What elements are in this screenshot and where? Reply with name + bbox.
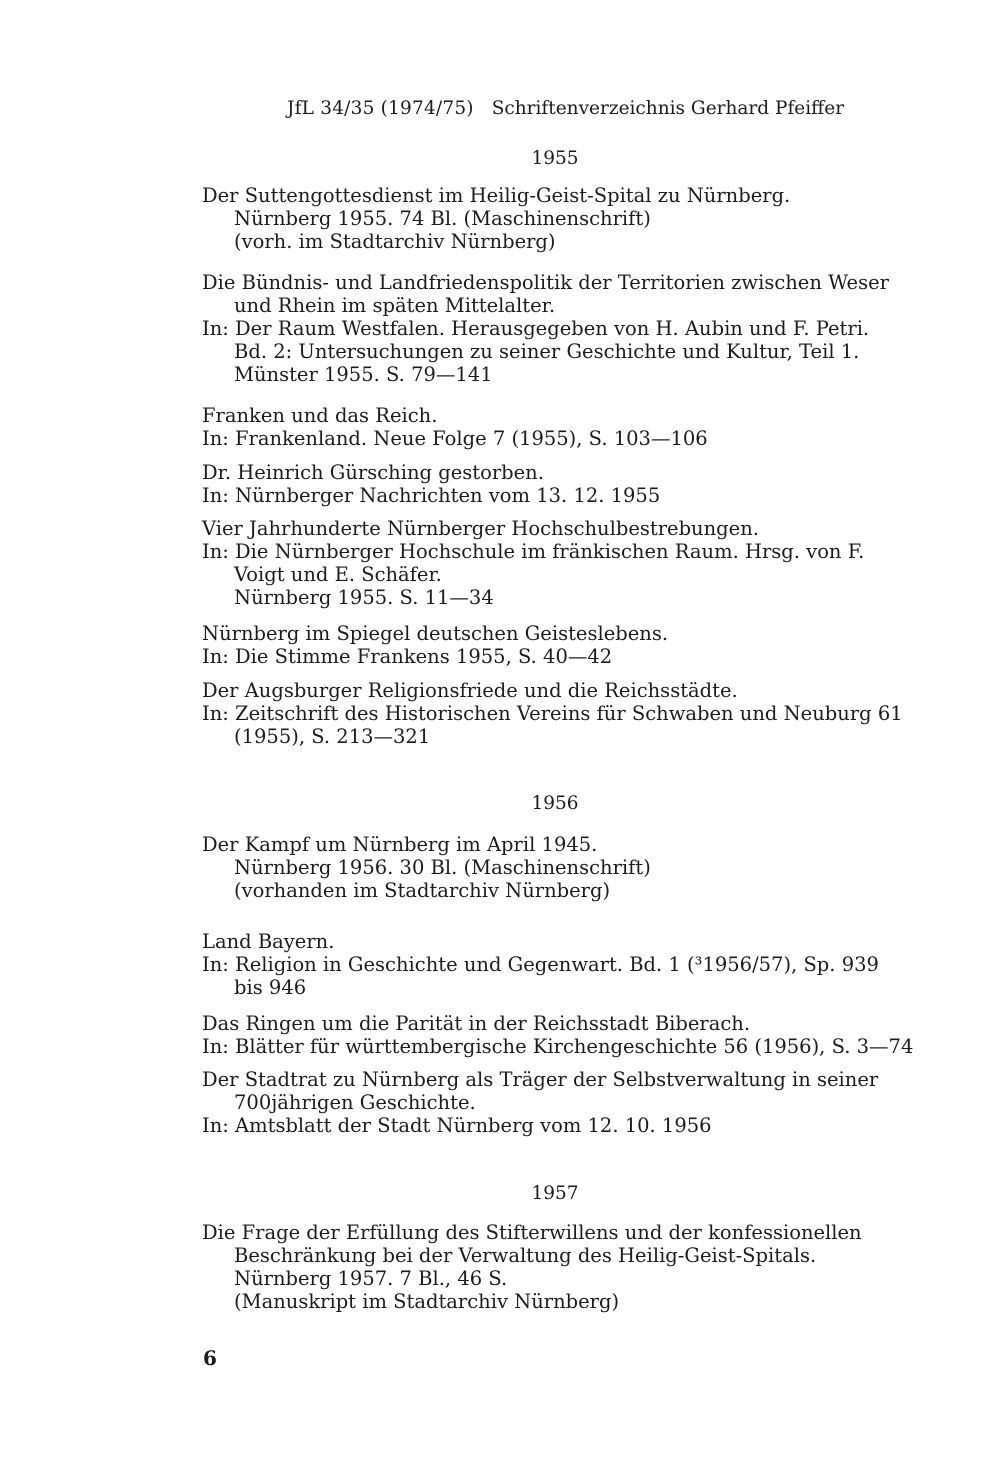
entry-line: In: Blätter für württembergische Kirchengeschichte 56 (1956), S. 3—74 — [202, 1035, 914, 1058]
entry-line: Der Suttengottesdienst im Heilig-Geist-Spital zu Nürnberg. — [202, 184, 791, 207]
year-heading-1956: 1956 — [531, 793, 579, 814]
entry-line: Franken und das Reich. — [202, 404, 438, 427]
entry-line: und Rhein im späten Mittelalter. — [234, 294, 556, 317]
page-number: 6 — [203, 1346, 217, 1370]
entry-line: (Manuskript im Stadtarchiv Nürnberg) — [234, 1290, 620, 1313]
entry-line: Voigt und E. Schäfer. — [234, 563, 442, 586]
entry-line: bis 946 — [234, 976, 307, 999]
bibliography-entry — [202, 679, 912, 748]
entry-line: Der Stadtrat zu Nürnberg als Träger der Selbstverwaltung in seiner — [202, 1068, 879, 1091]
entry-line: Die Frage der Erfüllung des Stifterwillens und der konfessionellen — [202, 1221, 862, 1244]
entry-line: In: Die Nürnberger Hochschule im fränkischen Raum. Hrsg. von F. — [202, 540, 865, 563]
year-heading-1955: 1955 — [531, 148, 579, 169]
bibliography-entry — [202, 1221, 912, 1313]
entry-line: Nürnberg 1957. 7 Bl., 46 S. — [234, 1267, 508, 1290]
bibliography-entry — [202, 930, 912, 999]
bibliography-entry — [202, 1012, 912, 1058]
entry-line: Dr. Heinrich Gürsching gestorben. — [202, 461, 544, 484]
entry-line: (vorhanden im Stadtarchiv Nürnberg) — [234, 879, 611, 902]
entry-line: Der Augsburger Religionsfriede und die Reichsstädte. — [202, 679, 738, 702]
entry-line: Nürnberg 1955. S. 11—34 — [234, 586, 494, 609]
bibliography-entry — [202, 461, 912, 507]
entry-line: In: Zeitschrift des Historischen Vereins für Schwaben und Neuburg 61 — [202, 702, 903, 725]
entry-line: Land Bayern. — [202, 930, 335, 953]
entry-line: Die Bündnis- und Landfriedenspolitik der Territorien zwischen Weser — [202, 271, 889, 294]
entry-line: In: Frankenland. Neue Folge 7 (1955), S. 103—106 — [202, 427, 708, 450]
entry-line: In: Nürnberger Nachrichten vom 13. 12. 1955 — [202, 484, 661, 507]
entry-line: Münster 1955. S. 79—141 — [234, 363, 493, 386]
entry-line: (1955), S. 213—321 — [234, 725, 431, 748]
entry-line: Nürnberg 1956. 30 Bl. (Maschinenschrift) — [234, 856, 651, 879]
entry-line: In: Religion in Geschichte und Gegenwart. Bd. 1 (³1956/57), Sp. 939 — [202, 953, 879, 976]
entry-line: Das Ringen um die Parität in der Reichsstadt Biberach. — [202, 1012, 751, 1035]
entry-line: In: Der Raum Westfalen. Herausgegeben von H. Aubin und F. Petri. — [202, 317, 870, 340]
bibliography-entry — [202, 404, 912, 450]
bibliography-entry — [202, 833, 912, 902]
entry-line: Bd. 2: Untersuchungen zu seiner Geschichte und Kultur, Teil 1. — [234, 340, 860, 363]
bibliography-entry — [202, 517, 912, 609]
bibliography-entry — [202, 1068, 912, 1137]
year-heading-1957: 1957 — [531, 1183, 579, 1204]
entry-line: In: Amtsblatt der Stadt Nürnberg vom 12. 10. 1956 — [202, 1114, 712, 1137]
running-header — [287, 98, 847, 119]
entry-line: 700jährigen Geschichte. — [234, 1091, 476, 1114]
running-title: Schriftenverzeichnis Gerhard Pfeiffer — [491, 98, 845, 119]
entry-line: (vorh. im Stadtarchiv Nürnberg) — [234, 230, 556, 253]
bibliography-entry — [202, 184, 912, 253]
entry-line: Der Kampf um Nürnberg im April 1945. — [202, 833, 598, 856]
bibliography-entry — [202, 271, 912, 386]
journal-citation: JfL 34/35 (1974/75) — [287, 98, 474, 119]
entry-line: Nürnberg im Spiegel deutschen Geisteslebens. — [202, 622, 669, 645]
entry-line: Vier Jahrhunderte Nürnberger Hochschulbestrebungen. — [202, 517, 759, 540]
bibliography-entry — [202, 622, 912, 668]
entry-line: In: Die Stimme Frankens 1955, S. 40—42 — [202, 645, 613, 668]
entry-line: Beschränkung bei der Verwaltung des Heilig-Geist-Spitals. — [234, 1244, 817, 1267]
entry-line: Nürnberg 1955. 74 Bl. (Maschinenschrift) — [234, 207, 651, 230]
